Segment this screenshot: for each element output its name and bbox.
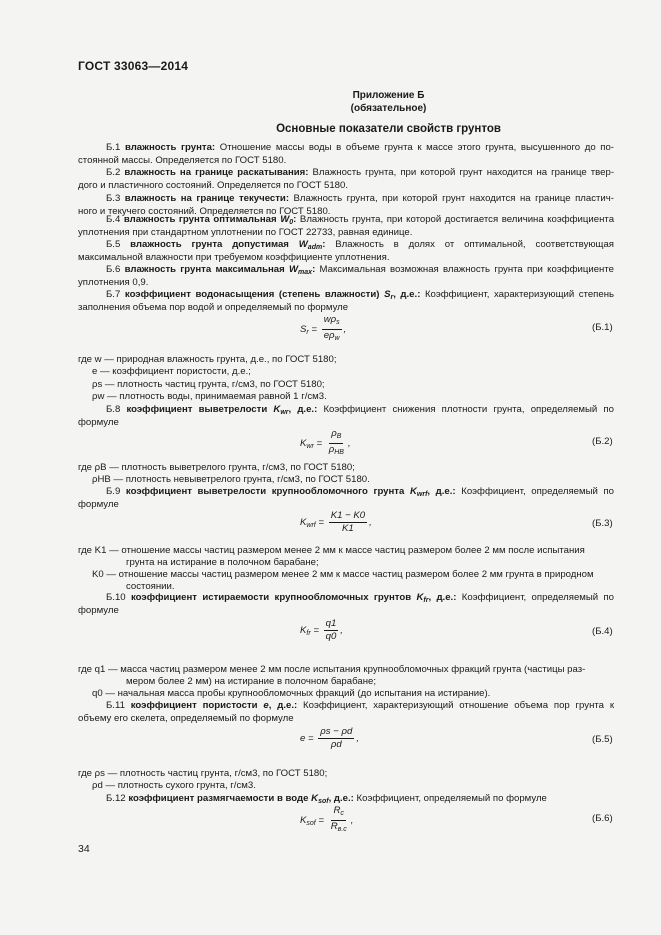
where-line: ρs — плотность частиц грунта, г/см3, по ГОСТ 5180; <box>92 379 325 390</box>
where-line: e — коэффициент пористости, д.е.; <box>92 366 251 377</box>
equation-number: (Б.4) <box>592 626 613 637</box>
definition-b2 <box>78 167 614 180</box>
where-line: где ρВ — плотность выветрелого грунта, г/см3, по ГОСТ 5180; <box>78 462 355 473</box>
equation-number: (Б.6) <box>592 813 613 824</box>
clause-number: Б.5 <box>106 239 121 250</box>
definition-b6-cont: уплотнения 0,9. <box>78 277 149 288</box>
definition-text: Влажность в долях от оптимальной, соответствующая <box>335 239 614 250</box>
clause-number: Б.2 <box>106 167 121 178</box>
definition-b4-cont: уплотнения при стандартном уплотнении по ГОСТ 22733, равная единице. <box>78 227 413 238</box>
term: влажность на границе раскатывания: <box>124 167 309 178</box>
where-line: где ρs — плотность частиц грунта, г/см3, по ГОСТ 5180; <box>78 768 328 779</box>
definition-text: Отношение массы воды в объеме грунта к массе этого грунта, высушенного до по- <box>219 142 614 153</box>
clause-number: Б.4 <box>106 214 121 225</box>
definition-b1 <box>78 142 614 155</box>
where-line: где w — природная влажность грунта, д.е., по ГОСТ 5180; <box>78 354 337 365</box>
clause-number: Б.12 <box>106 793 126 804</box>
equation-number: (Б.2) <box>592 436 613 447</box>
term: влажность грунта максимальная $W_{max}$: <box>124 264 316 276</box>
definition-text: Коэффициент, определяемый по <box>461 486 614 497</box>
definition-text: Коэффициент, характеризующий отношение объема пор грунта к <box>303 700 615 711</box>
where-line: мером более 2 мм) на истирание в полочном барабане; <box>126 676 377 687</box>
definition-b5-cont: максимальной влажности при требуемом коэффициенте уплотнения. <box>78 252 390 263</box>
term: коэффициент выветрелости крупнообломочного грунта $K_{wrf}$, д.е.: <box>125 486 456 498</box>
definition-b3-cont: ного и текучего состояний. Определяется по ГОСТ 5180. <box>78 206 331 217</box>
page-number: 34 <box>78 843 90 855</box>
where-line: ρНВ — плотность невыветрелого грунта, г/см3, по ГОСТ 5180. <box>92 474 370 485</box>
definition-text: Коэффициент, определяемый по формуле <box>356 793 547 804</box>
appendix-title: Приложение Б <box>352 90 425 101</box>
definition-b7-cont: заполнения объема пор водой и определяемый по формуле <box>78 302 349 313</box>
appendix-status: (обязательное) <box>350 103 427 114</box>
definition-text: Влажность грунта, при которой достигается величина коэффициента <box>299 214 615 225</box>
definition-text: Коэффициент, определяемый по <box>461 592 614 603</box>
term: коэффициент водонасыщения (степень влажности) $S_r$, д.е.: <box>124 289 421 301</box>
definition-b3 <box>78 193 614 206</box>
definition-b11 <box>78 700 614 713</box>
definition-b2-cont: дого и пластичного состояний. Определяется по ГОСТ 5180. <box>78 180 348 191</box>
appendix-heading: Основные показатели свойств грунтов <box>276 123 501 135</box>
where-line: ρd — плотность сухого грунта, г/см3. <box>92 780 256 791</box>
term: влажность грунта оптимальная $W_0$: <box>123 214 297 226</box>
where-line: где K1 — отношение массы частиц размером менее 2 мм к массе частиц размером более 2 мм после испытания <box>78 545 585 556</box>
definition-b8-cont: формуле <box>78 417 119 428</box>
term: коэффициент размягчаемости в воде $K_{sof}$, д.е.: <box>128 793 354 805</box>
definition-b11-cont: объему его скелета, определяемый по формуле <box>78 713 294 724</box>
clause-number: Б.7 <box>106 289 121 300</box>
clause-number: Б.3 <box>106 193 121 204</box>
definition-b1-cont: стоянной массы. Определяется по ГОСТ 5180. <box>78 155 287 166</box>
clause-number: Б.9 <box>106 486 121 497</box>
term: влажность грунта допустимая $W_{adm}$: <box>130 239 326 251</box>
definition-text: Влажность грунта, при которой грунт находится на границе твер- <box>312 167 615 178</box>
where-line: ρw — плотность воды, принимаемая равной 1 г/см3. <box>92 391 327 402</box>
term: влажность грунта: <box>124 142 216 153</box>
clause-number: Б.6 <box>106 264 121 275</box>
clause-number: Б.10 <box>106 592 126 603</box>
clause-number: Б.11 <box>106 700 125 711</box>
term: влажность на границе текучести: <box>124 193 290 204</box>
definition-text: Коэффициент снижения плотности грунта, определяемый по <box>323 404 614 415</box>
where-line: q0 — начальная масса пробы крупнообломочных фракций (до испытания на истирание). <box>92 688 491 699</box>
definition-text: Коэффициент, характеризующий степень <box>424 289 615 300</box>
clause-number: Б.1 <box>106 142 121 153</box>
term: коэффициент истираемости крупнообломочных грунтов $K_{fr}$, д.е.: <box>130 592 457 604</box>
definition-b10-cont: формуле <box>78 605 119 616</box>
equation-number: (Б.1) <box>592 322 613 333</box>
definition-text: Максимальная возможная влажность грунта при коэффициенте <box>319 264 614 275</box>
equation-number: (Б.3) <box>592 518 613 529</box>
where-line: где q1 — масса частиц размером менее 2 мм после испытания крупнообломочных фракций грунта (частицы раз- <box>78 664 586 675</box>
clause-number: Б.8 <box>106 404 121 415</box>
definition-text: Влажность грунта, при которой грунт находится на границе пластич- <box>293 193 614 204</box>
document-id: ГОСТ 33063—2014 <box>78 59 189 73</box>
term: коэффициент выветрелости $K_{wr}$, д.е.: <box>126 404 318 416</box>
definition-b9-cont: формуле <box>78 499 119 510</box>
where-line: K0 — отношение массы частиц размером менее 2 мм к массе частиц размером более 2 мм грунта в природном <box>92 569 594 580</box>
term: коэффициент пористости e, д.е.: <box>130 700 298 711</box>
equation-number: (Б.5) <box>592 734 613 745</box>
where-line: состоянии. <box>126 581 175 592</box>
where-line: грунта на истирание в полочном барабане; <box>126 557 319 568</box>
